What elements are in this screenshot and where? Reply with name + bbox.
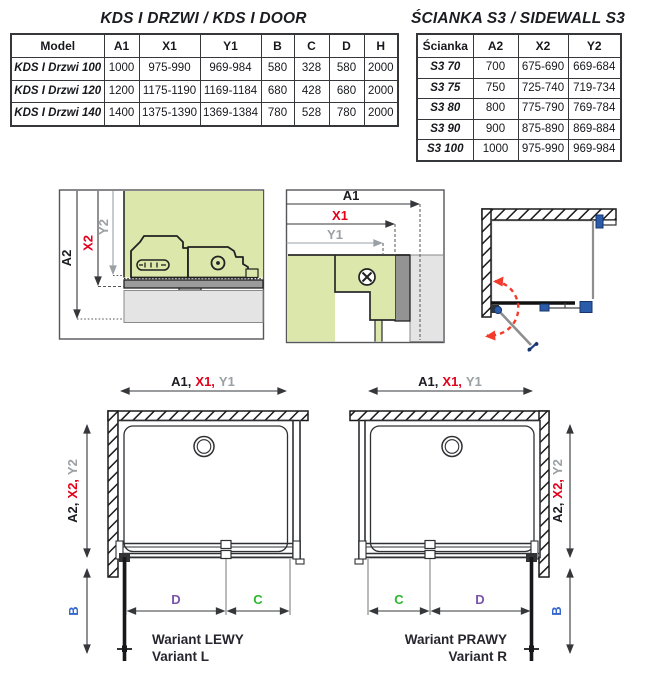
door-panel bbox=[524, 553, 539, 661]
model-cell: S3 75 bbox=[417, 78, 473, 99]
table-cell: 800 bbox=[473, 99, 518, 120]
shower-tray bbox=[118, 421, 293, 558]
diagram-variant-left bbox=[60, 372, 340, 676]
table-cell: 725-740 bbox=[518, 78, 568, 99]
variant-caption-en: Variant R bbox=[448, 649, 507, 664]
dim-depth-label: A2,X2,Y2 bbox=[550, 459, 565, 523]
hinge bbox=[494, 306, 501, 313]
col-header-x1: X1 bbox=[139, 34, 200, 58]
table-cell: 1175-1190 bbox=[139, 80, 200, 103]
table-row bbox=[11, 103, 398, 126]
wall bbox=[410, 255, 444, 342]
table-cell: 2000 bbox=[364, 80, 398, 103]
col-header-a2: A2 bbox=[473, 34, 518, 58]
table-cell: 750 bbox=[473, 78, 518, 99]
table-row bbox=[11, 58, 398, 81]
diagram-profile-vertical-section bbox=[55, 185, 270, 350]
model-cell: KDS I Drzwi 100 bbox=[11, 58, 104, 81]
dim-label-a1: A1 bbox=[342, 188, 360, 203]
col-header-model: Model bbox=[11, 34, 104, 58]
table-cell: 780 bbox=[261, 103, 294, 126]
corner-bracket bbox=[580, 302, 592, 313]
table-cell: 675-690 bbox=[518, 58, 568, 79]
rail-bracket bbox=[221, 541, 231, 549]
table-row bbox=[417, 119, 621, 140]
table-cell: 580 bbox=[261, 58, 294, 81]
table-cell: 900 bbox=[473, 119, 518, 140]
dim-d-label: D bbox=[475, 592, 485, 607]
support-bracket bbox=[540, 304, 549, 311]
tray-edge bbox=[124, 291, 263, 323]
col-header-y1: Y1 bbox=[200, 34, 261, 58]
table-cell: 780 bbox=[329, 103, 364, 126]
table-cell: 975-990 bbox=[518, 140, 568, 161]
model-cell: S3 70 bbox=[417, 58, 473, 79]
model-cell: KDS I Drzwi 140 bbox=[11, 103, 104, 126]
col-header-y2: Y2 bbox=[568, 34, 621, 58]
table-cell: 2000 bbox=[364, 103, 398, 126]
door-leaf-open bbox=[491, 305, 538, 351]
door-table-header-row bbox=[11, 34, 398, 58]
col-header-b: B bbox=[261, 34, 294, 58]
table-row bbox=[417, 140, 621, 161]
dim-c-label: C bbox=[394, 592, 404, 607]
variant-caption-en: Variant L bbox=[152, 649, 210, 664]
shower-tray bbox=[365, 421, 540, 558]
extension-lines bbox=[126, 559, 290, 615]
table-cell: 969-984 bbox=[568, 140, 621, 161]
dim-label-y2: Y2 bbox=[96, 219, 111, 235]
table-cell: 528 bbox=[294, 103, 329, 126]
table-cell: 328 bbox=[294, 58, 329, 81]
model-cell: KDS I Drzwi 120 bbox=[11, 80, 104, 103]
sidewall-table-title: ŚCIANKA S3 / SIDEWALL S3 bbox=[410, 10, 626, 27]
model-cell: S3 80 bbox=[417, 99, 473, 120]
col-header-h: H bbox=[364, 34, 398, 58]
table-cell: 969-984 bbox=[200, 58, 261, 81]
table-cell: 1375-1390 bbox=[139, 103, 200, 126]
table-cell: 1000 bbox=[473, 140, 518, 161]
table-cell: 775-790 bbox=[518, 99, 568, 120]
dim-width-label: A1, X1, Y1 bbox=[418, 374, 482, 389]
table-cell: 1000 bbox=[104, 58, 139, 81]
col-header-d: D bbox=[329, 34, 364, 58]
table-row bbox=[417, 78, 621, 99]
wall-profile bbox=[395, 255, 410, 321]
dim-label-x1: X1 bbox=[332, 208, 348, 223]
table-row bbox=[417, 58, 621, 79]
dim-b-label: B bbox=[66, 606, 81, 616]
sidewall-table bbox=[416, 33, 622, 162]
extension-lines bbox=[368, 559, 531, 615]
table-row bbox=[11, 80, 398, 103]
col-header-c: C bbox=[294, 34, 329, 58]
door-panel bbox=[117, 553, 132, 661]
col-header-scianka: Ścianka bbox=[417, 34, 473, 58]
arc-arrow-bottom bbox=[485, 331, 496, 341]
dim-label-a2: A2 bbox=[59, 249, 74, 267]
dim-d-label: D bbox=[171, 592, 181, 607]
wall-bracket bbox=[596, 215, 603, 228]
table-cell: 1169-1184 bbox=[200, 80, 261, 103]
dim-label-x2: X2 bbox=[80, 235, 96, 251]
door-table-title: KDS I DRZWI / KDS I DOOR bbox=[100, 10, 307, 27]
table-row bbox=[417, 99, 621, 120]
sidewall-table-header-row bbox=[417, 34, 621, 58]
enclosure bbox=[491, 220, 593, 313]
dim-depth-label: A2,X2,Y2 bbox=[65, 459, 80, 523]
table-cell: 875-890 bbox=[518, 119, 568, 140]
diagram-top-view bbox=[470, 195, 656, 363]
screw-icon bbox=[359, 269, 375, 285]
table-cell: 1200 bbox=[104, 80, 139, 103]
table-cell: 719-734 bbox=[568, 78, 621, 99]
dim-c-label: C bbox=[253, 592, 263, 607]
table-cell: 1400 bbox=[104, 103, 139, 126]
dim-label-y1: Y1 bbox=[327, 227, 343, 242]
table-cell: 700 bbox=[473, 58, 518, 79]
table-cell: 680 bbox=[261, 80, 294, 103]
table-cell: 975-990 bbox=[139, 58, 200, 81]
table-cell: 1369-1384 bbox=[200, 103, 261, 126]
rail-bracket bbox=[425, 541, 435, 549]
table-cell: 869-884 bbox=[568, 119, 621, 140]
bottom-profile bbox=[124, 280, 263, 288]
door-table bbox=[10, 33, 399, 127]
variant-caption-pl: Wariant PRAWY bbox=[404, 632, 507, 647]
col-header-x2: X2 bbox=[518, 34, 568, 58]
model-cell: S3 100 bbox=[417, 140, 473, 161]
model-cell: S3 90 bbox=[417, 119, 473, 140]
table-cell: 580 bbox=[329, 58, 364, 81]
table-cell: 680 bbox=[329, 80, 364, 103]
col-header-a1: A1 bbox=[104, 34, 139, 58]
table-cell: 669-684 bbox=[568, 58, 621, 79]
table-cell: 769-784 bbox=[568, 99, 621, 120]
table-cell: 2000 bbox=[364, 58, 398, 81]
diagram-variant-right bbox=[345, 372, 625, 676]
arc-arrow-top bbox=[493, 277, 504, 287]
diagram-profile-horizontal-section bbox=[283, 185, 448, 348]
dim-width-label: A1, X1, Y1 bbox=[171, 374, 235, 389]
table-cell: 428 bbox=[294, 80, 329, 103]
variant-caption-pl: Wariant LEWY bbox=[152, 632, 244, 647]
dim-b-label: B bbox=[549, 606, 564, 616]
